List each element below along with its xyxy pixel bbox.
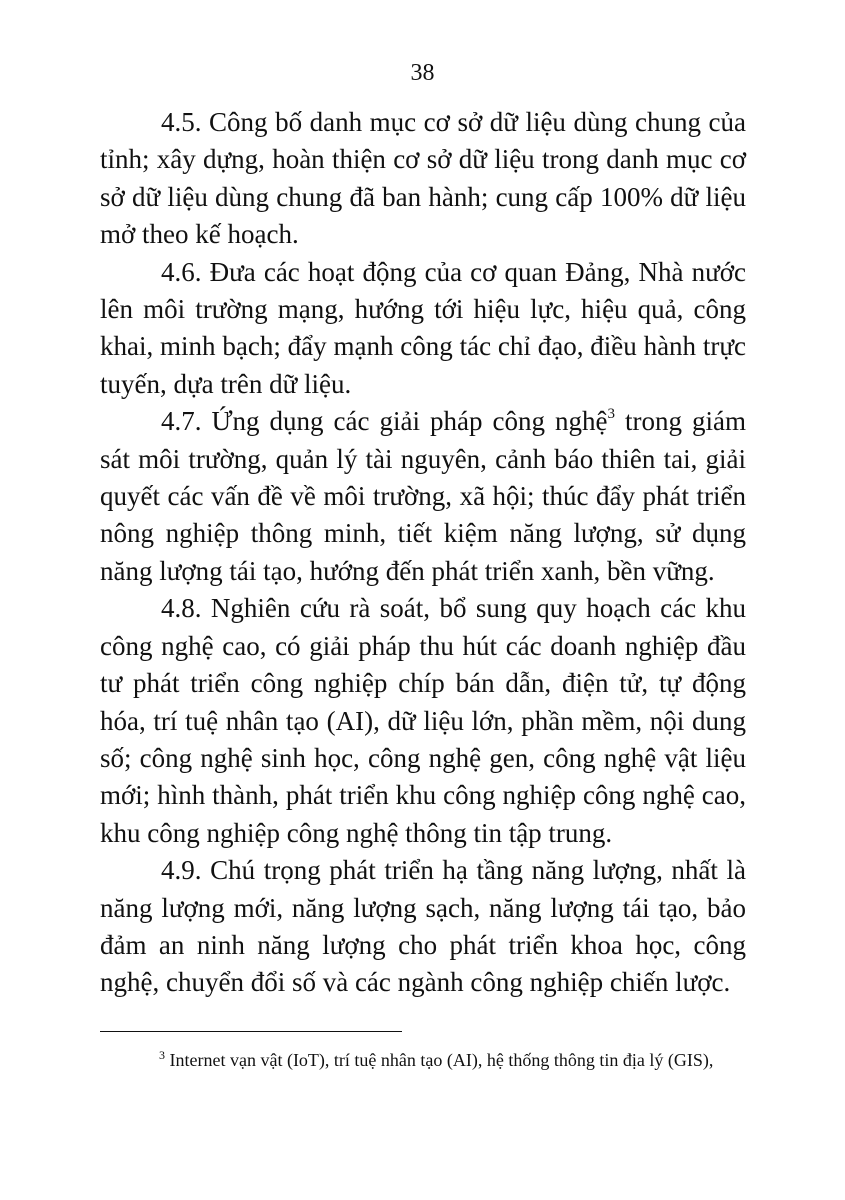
footnote-reference[interactable]: 3 xyxy=(607,406,615,423)
footnote-separator xyxy=(100,1031,402,1032)
paragraph-4-7 xyxy=(100,403,746,590)
paragraph-4-5: 4.5. Công bố danh mục cơ sở dữ liệu dùng chung của tỉnh; xây dựng, hoàn thiện cơ sở dữ liệu trong danh mục cơ sở dữ liệu dùng chung đã ban hành; cung cấp 100% dữ liệu mở theo kế hoạch. xyxy=(100,107,746,250)
paragraph-4-7-text-end: trong giám sát môi trường, quản lý tài nguyên, cảnh báo thiên tai, giải quyết các vấn đề về môi trường, xã hội; thúc đẩy phát triển nông nghiệp thông minh, tiết kiệm năng lượng, sử dụng năng lượng tái tạo, hướng đến phát triển xanh, bền vững. xyxy=(100,406,747,586)
paragraph-4-6: 4.6. Đưa các hoạt động của cơ quan Đảng, Nhà nước lên môi trường mạng, hướng tới hiệu lực, hiệu quả, công khai, minh bạch; đẩy mạnh công tác chỉ đạo, điều hành trực tuyến, dựa trên dữ liệu. xyxy=(100,256,746,399)
paragraph-4-7-text-start: 4.7. Ứng dụng các giải pháp công nghệ xyxy=(161,406,608,437)
paragraph-4-9: 4.9. Chú trọng phát triển hạ tầng năng lượng, nhất là năng lượng mới, năng lượng sạch, năng lượng tái tạo, bảo đảm an ninh năng lượng cho phát triển khoa học, công nghệ, chuyển đổi số và các ngành công nghiệp chiến lược. xyxy=(100,855,746,998)
body-text xyxy=(100,104,746,1002)
footnote-marker: 3 xyxy=(159,1048,165,1062)
footnote xyxy=(100,1046,746,1075)
paragraph-4-8: 4.8. Nghiên cứu rà soát, bổ sung quy hoạch các khu công nghệ cao, có giải pháp thu hút các doanh nghiệp đầu tư phát triển công nghiệp chíp bán dẫn, điện tử, tự động hóa, trí tuệ nhân tạo (AI), dữ liệu lớn, phần mềm, nội dung số; công nghệ sinh học, công nghệ gen, công nghệ vật liệu mới; hình thành, phát triển khu công nghiệp công nghệ cao, khu công nghiệp công nghệ thông tin tập trung. xyxy=(100,593,746,848)
footnote-text: Internet vạn vật (IoT), trí tuệ nhân tạo (AI), hệ thống thông tin địa lý (GIS), xyxy=(165,1050,714,1070)
page-number: 38 xyxy=(410,60,435,86)
